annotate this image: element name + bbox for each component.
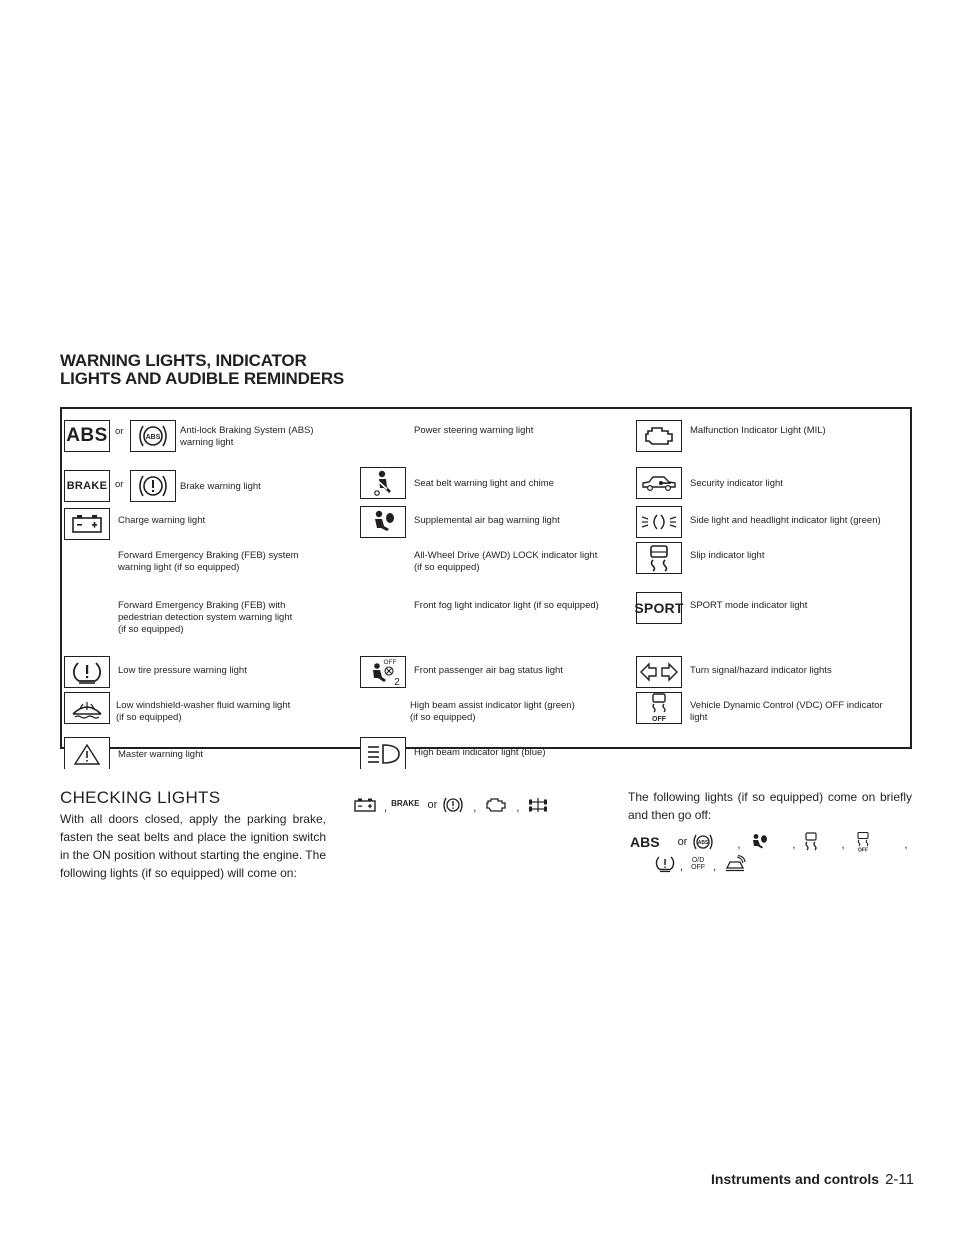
- airbag-icon: [748, 833, 770, 851]
- engine-check-icon: [636, 420, 682, 452]
- or-text: or: [427, 799, 438, 811]
- col2-row7-label: High beam assist indicator light (green) (if so equipped): [410, 700, 575, 723]
- checking-paragraph-1: With all doors closed, apply the parking brake, fasten the seat belts and place the ignition switch in the ON position without starting the engine. The following lights (if so equipped) will come on:: [60, 812, 326, 880]
- section-title-line-1: WARNING LIGHTS, INDICATOR: [60, 351, 307, 370]
- airbag-off-text: OFF: [383, 659, 397, 666]
- od-off-icon: [691, 857, 705, 871]
- turn-signal-icon: [636, 656, 682, 688]
- tire-pressure-icon: [654, 855, 676, 873]
- battery-icon: [352, 797, 378, 813]
- od-off-text: OFF: [691, 864, 706, 871]
- abs-circle-icon: [691, 833, 715, 851]
- comma: ,: [792, 839, 796, 851]
- high-beam-icon: [360, 737, 406, 769]
- abs-circle-icon: [130, 420, 176, 452]
- col1-row5-label: Forward Emergency Braking (FEB) with pedestrian detection system warning light (if so equipped): [118, 600, 293, 635]
- passenger-airbag-off-icon: [360, 656, 406, 688]
- section-title-line-2: LIGHTS AND AUDIBLE REMINDERS: [60, 369, 345, 388]
- col3-row2-label: Security indicator light: [690, 478, 783, 489]
- comma: ,: [384, 802, 388, 814]
- or-text: or: [115, 479, 124, 490]
- col1-row7-label: Low windshield-washer fluid warning light (if so equipped): [116, 700, 291, 723]
- col3-row5-label: SPORT mode indicator light: [690, 600, 808, 611]
- col2-row2-label: Seat belt warning light and chime: [414, 478, 554, 489]
- seat-belt-icon: [360, 467, 406, 499]
- master-warning-icon: [64, 737, 110, 769]
- comma: ,: [473, 802, 477, 814]
- warning-lights-table: [60, 407, 912, 760]
- abs-icon: ABS: [630, 834, 660, 850]
- brake-text-icon: BRAKE: [64, 470, 110, 502]
- od-text: O/D: [691, 857, 705, 864]
- svg-text:ABS: ABS: [698, 840, 709, 846]
- checking-paragraph-2: The following lights (if so equipped) come on briefly and then go off:: [628, 790, 912, 822]
- col2-row5-label: Front fog light indicator light (if so equipped): [414, 600, 599, 611]
- lights-brief-icon-list-1: [630, 831, 914, 853]
- vdc-off-icon: [853, 832, 873, 852]
- slip-indicator-icon: [636, 542, 682, 574]
- page-footer: [711, 1171, 914, 1188]
- security-car-icon: [636, 467, 682, 499]
- battery-icon: [64, 508, 110, 540]
- comma: ,: [904, 839, 908, 851]
- checking-lights-heading: CHECKING LIGHTS: [60, 788, 221, 807]
- svg-text:ABS: ABS: [145, 434, 161, 441]
- lights-brief-icon-list-2: [654, 853, 746, 875]
- svg-text:OFF: OFF: [857, 847, 868, 852]
- engine-check-icon: [484, 797, 508, 813]
- col3-row6-label: Turn signal/hazard indicator lights: [690, 665, 832, 676]
- comma: ,: [680, 861, 684, 873]
- brake-text-icon: BRAKE: [391, 798, 420, 808]
- col3-row7-label: Vehicle Dynamic Control (VDC) OFF indicator light: [690, 700, 883, 723]
- abs-icon: ABS: [64, 420, 110, 452]
- section-title: [60, 352, 560, 388]
- col1-row6-label: Low tire pressure warning light: [118, 665, 247, 676]
- col2-row6-label: Front passenger air bag status light: [414, 665, 563, 676]
- col3-row4-label: Slip indicator light: [690, 550, 765, 561]
- feb-icon: [724, 855, 746, 873]
- washer-fluid-icon: [64, 692, 110, 724]
- col1-row8-label: Master warning light: [118, 749, 204, 760]
- col1-row3-label: Charge warning light: [118, 515, 206, 526]
- col2-row4-label: All-Wheel Drive (AWD) LOCK indicator light (if so equipped): [414, 550, 598, 573]
- tire-pressure-icon: [64, 656, 110, 688]
- comma: ,: [737, 839, 741, 851]
- col1-row1-label: Anti-lock Braking System (ABS) warning light: [180, 425, 314, 448]
- brake-circle-icon: [130, 470, 176, 502]
- or-text: or: [677, 836, 688, 848]
- comma: ,: [516, 802, 520, 814]
- col2-row1-label: Power steering warning light: [414, 425, 534, 436]
- col1-row4-label: Forward Emergency Braking (FEB) system warning light (if so equipped): [118, 550, 299, 573]
- vdc-off-icon: [636, 692, 682, 724]
- or-text: or: [115, 426, 124, 437]
- airbag-icon: [360, 506, 406, 538]
- sport-mode-icon: SPORT: [636, 592, 682, 624]
- col1-row2-label: Brake warning light: [180, 481, 261, 492]
- comma: ,: [713, 861, 717, 873]
- col3-row1-label: Malfunction Indicator Light (MIL): [690, 425, 826, 436]
- vdc-off-text: OFF: [652, 716, 666, 723]
- col3-row3-label: Side light and headlight indicator light (green): [690, 515, 881, 526]
- page-number: 2-11: [885, 1171, 914, 1188]
- awd-icon: [527, 796, 549, 814]
- side-light-icon: [636, 506, 682, 538]
- col2-row3-label: Supplemental air bag warning light: [414, 515, 560, 526]
- footer-section-label: Instruments and controls: [711, 1171, 880, 1187]
- slip-indicator-icon: [803, 832, 819, 852]
- seat-number-text: 2: [394, 677, 400, 687]
- lights-on-icon-list: [352, 794, 549, 816]
- brake-circle-icon: [441, 796, 465, 814]
- comma: ,: [841, 839, 845, 851]
- col2-row8-label: High beam indicator light (blue): [414, 747, 546, 758]
